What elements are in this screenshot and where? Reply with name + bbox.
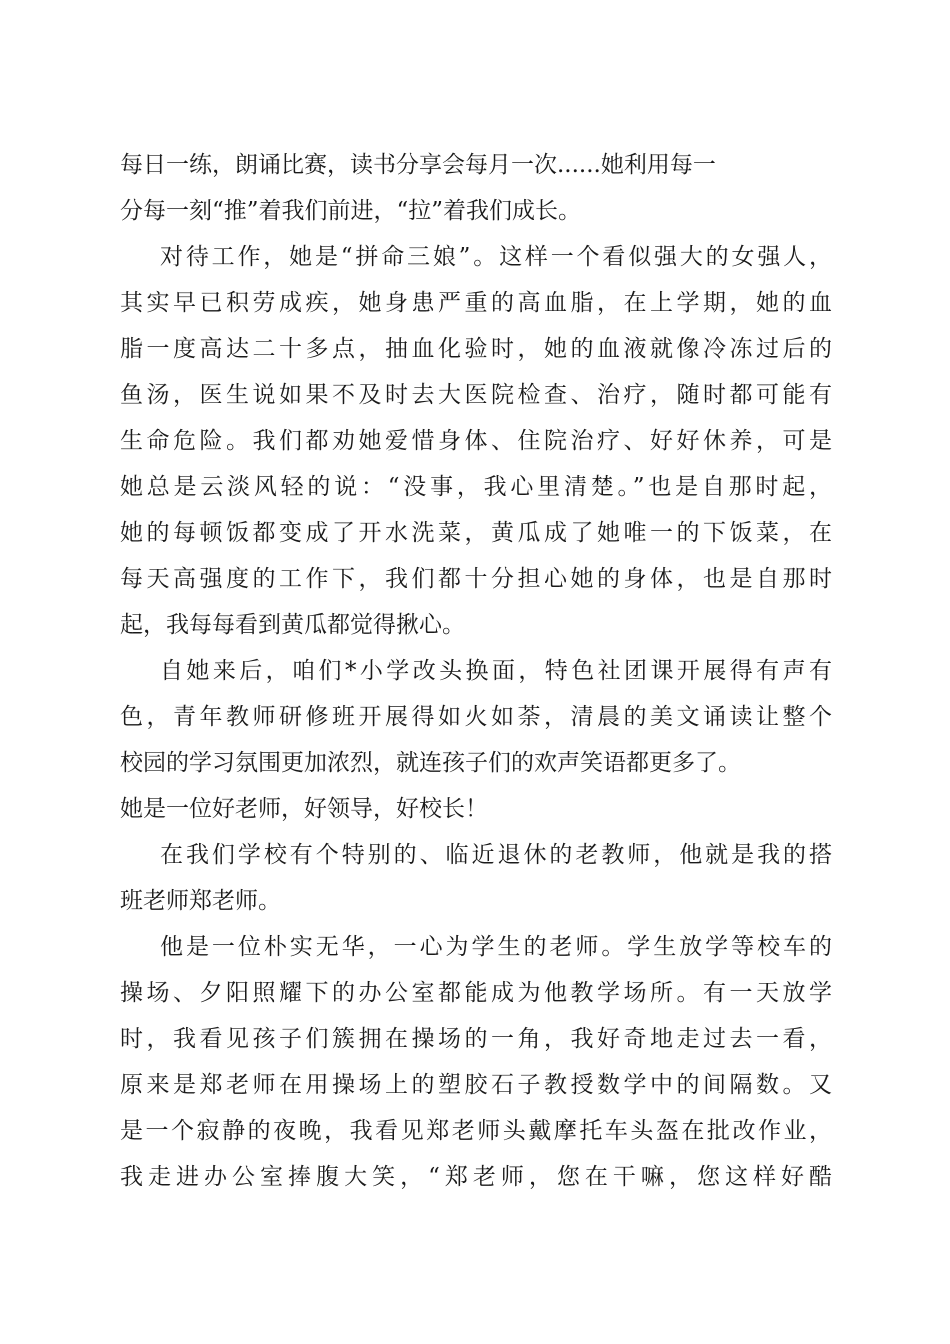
text-line: 自她来后，咱们*小学改头换面，特色社团课开展得有声有: [160, 658, 832, 684]
text-line: 生命危险。我们都劝她爱惜身体、住院治疗、好好休养，可是: [120, 428, 832, 454]
text-line: 每日一练，朗诵比赛，读书分享会每月一次......她利用每一: [120, 152, 716, 178]
text-line: 班老师郑老师。: [120, 888, 281, 914]
text-line: 原来是郑老师在用操场上的塑胶石子教授数学中的间隔数。又: [120, 1072, 832, 1098]
text-line: 对待工作，她是“拼命三娘”。这样一个看似强大的女强人，: [160, 244, 832, 270]
text-line: 时，我看见孩子们簇拥在操场的一角，我好奇地走过去一看，: [120, 1026, 832, 1052]
text-line: 其实早已积劳成疾，她身患严重的高血脂，在上学期，她的血: [120, 290, 832, 316]
text-line: 校园的学习氛围更加浓烈，就连孩子们的欢声笑语都更多了。: [120, 750, 741, 776]
text-line: 脂一度高达二十多点，抽血化验时，她的血液就像冷冻过后的: [120, 336, 832, 362]
text-line: 鱼汤，医生说如果不及时去大医院检查、治疗，随时都可能有: [120, 382, 832, 408]
text-line: 是一个寂静的夜晚，我看见郑老师头戴摩托车头盔在批改作业，: [120, 1118, 832, 1144]
text-line: 起，我每每看到黄瓜都觉得揪心。: [120, 612, 465, 638]
text-line: 她是一位好老师，好领导，好校长！: [120, 796, 488, 822]
text-line: 在我们学校有个特别的、临近退休的老教师，他就是我的搭: [160, 842, 832, 868]
text-line: 她总是云淡风轻的说：“没事，我心里清楚。”也是自那时起，: [120, 474, 832, 500]
document-body: [120, 142, 832, 1200]
text-line: 操场、夕阳照耀下的办公室都能成为他教学场所。有一天放学: [120, 980, 832, 1006]
text-line: 他是一位朴实无华，一心为学生的老师。学生放学等校车的: [160, 934, 832, 960]
text-line: 她的每顿饭都变成了开水洗菜，黄瓜成了她唯一的下饭菜，在: [120, 520, 832, 546]
text-line: 分每一刻“推”着我们前进，“拉”着我们成长。: [120, 198, 582, 224]
text-line: 每天高强度的工作下，我们都十分担心她的身体，也是自那时: [120, 566, 832, 592]
text-line: 色，青年教师研修班开展得如火如荼，清晨的美文诵读让整个: [120, 704, 832, 730]
text-line: 我走进办公室捧腹大笑，“郑老师，您在干嘛，您这样好酷: [120, 1164, 832, 1190]
